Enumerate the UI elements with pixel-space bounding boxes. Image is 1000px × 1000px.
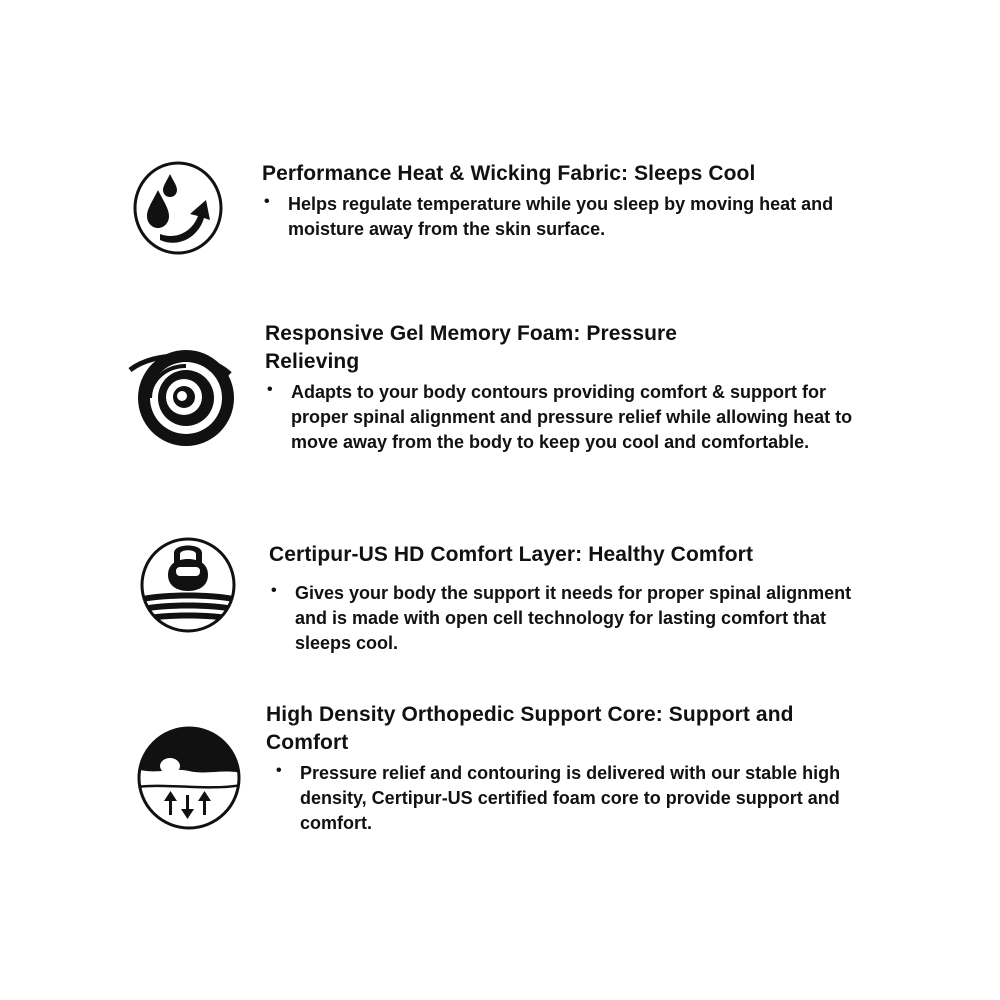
sleeper-support-arrows-icon: [136, 725, 242, 831]
feature-title: Certipur-US HD Comfort Layer: Healthy Comfort: [269, 543, 754, 566]
bullet-dot: •: [264, 193, 270, 210]
feature-bullet: [266, 761, 886, 836]
feature-bullet: [262, 192, 862, 242]
feature-title: Responsive Gel Memory Foam: Pressure Relieving: [265, 322, 678, 373]
feature-title: High Density Orthopedic Support Core: Support and Comfort: [266, 703, 794, 754]
feature-description: Pressure relief and contouring is delivered with our stable high density, Certipur-US certified foam core to provide support and comfort.: [300, 763, 841, 833]
bullet-dot: •: [267, 381, 273, 398]
feature-description: Gives your body the support it needs for proper spinal alignment and is made with open cell technology for lasting comfort that sleeps cool.: [295, 583, 852, 653]
water-drops-arrow-icon: [132, 160, 224, 256]
feature-description: Helps regulate temperature while you sleep by moving heat and moisture away from the skin surface.: [288, 194, 834, 239]
spiral-icon: [126, 340, 240, 454]
feature-bullet: [265, 380, 885, 455]
bullet-dot: •: [276, 762, 282, 779]
feature-text: [262, 160, 862, 242]
feature-text: [265, 320, 885, 455]
feature-description: Adapts to your body contours providing comfort & support for proper spinal alignment and pressure relief while allowing heat to move away from the body to keep you cool and comfortable.: [291, 382, 853, 452]
feature-text: [266, 701, 886, 836]
bullet-dot: •: [271, 582, 277, 599]
feature-text: [269, 541, 869, 656]
feature-title: Performance Heat & Wicking Fabric: Sleeps Cool: [262, 162, 756, 185]
feature-bullet: [269, 581, 869, 656]
kettlebell-layers-icon: [138, 535, 238, 635]
